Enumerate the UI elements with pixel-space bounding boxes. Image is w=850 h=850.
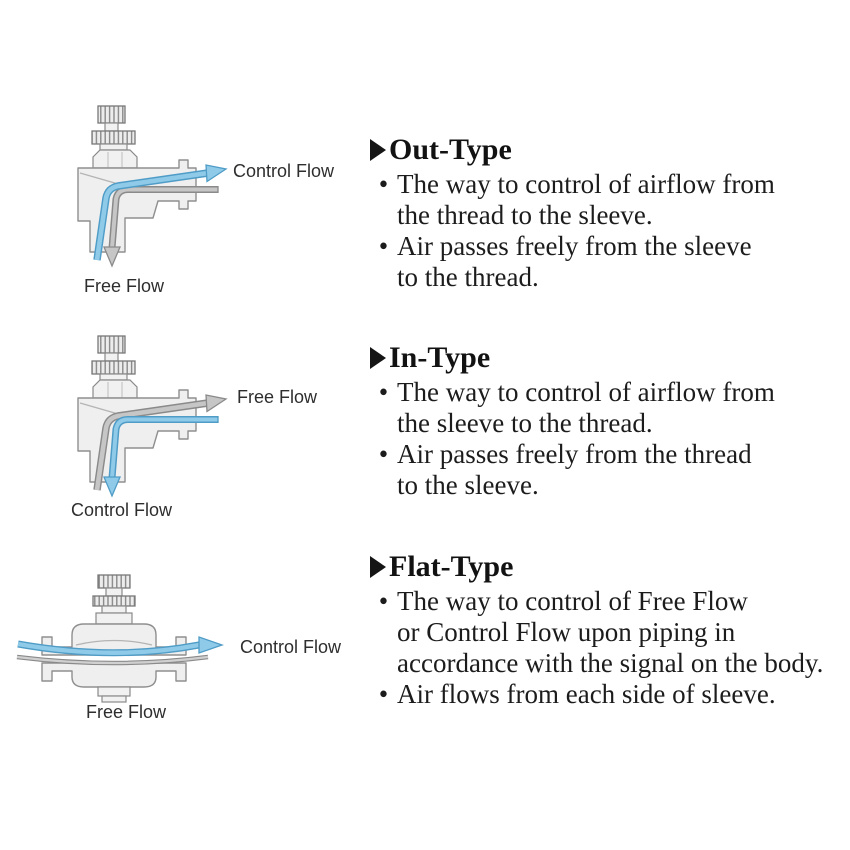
out-type-text bbox=[370, 132, 790, 293]
adjustment-knob-icon bbox=[98, 336, 125, 353]
ring-stem bbox=[100, 374, 127, 380]
free-flow-arrowhead-icon bbox=[206, 395, 226, 412]
bullet-line: or Control Flow upon piping in bbox=[397, 617, 736, 647]
free-flow-arrowhead-icon bbox=[104, 247, 120, 266]
free-flow-label: Free Flow bbox=[84, 276, 165, 296]
control-flow-arrowhead-icon bbox=[199, 637, 222, 653]
in-type-diagram bbox=[60, 328, 400, 538]
flat-type-text bbox=[370, 549, 824, 710]
valve-body-lower bbox=[42, 663, 186, 687]
out-type-heading bbox=[370, 132, 790, 168]
bullet-line: • The way to control of airflow from bbox=[378, 377, 775, 407]
flat-type-valve-drawing bbox=[10, 565, 235, 715]
bullet-line: to the sleeve. bbox=[397, 470, 539, 500]
hex-nut-icon bbox=[93, 380, 137, 398]
bullet-line: • The way to control of Free Flow bbox=[378, 586, 748, 616]
flat-type-heading bbox=[370, 549, 790, 585]
knob-stem bbox=[105, 353, 118, 361]
lock-ring-icon bbox=[92, 361, 135, 374]
out-type-bullets bbox=[370, 169, 790, 293]
section-marker-icon bbox=[370, 347, 386, 369]
heading-label: Flat-Type bbox=[389, 550, 514, 583]
free-flow-label: Free Flow bbox=[237, 387, 318, 407]
in-type-bullets bbox=[370, 377, 790, 501]
control-flow-arrowhead-icon bbox=[104, 477, 120, 496]
bottom-stem bbox=[98, 687, 130, 696]
heading-label: Out-Type bbox=[389, 133, 512, 166]
adjustment-knob-icon bbox=[98, 575, 130, 588]
section-marker-icon bbox=[370, 139, 386, 161]
out-type-diagram bbox=[60, 98, 400, 308]
bullet-line: • Air passes freely from the thread bbox=[378, 439, 752, 469]
bullet-line: accordance with the signal on the body. bbox=[397, 648, 824, 678]
body-collar bbox=[96, 613, 132, 624]
lock-ring-icon bbox=[93, 596, 135, 606]
knob-stem bbox=[105, 123, 118, 131]
control-flow-label: Control Flow bbox=[233, 161, 335, 181]
hex-nut-icon bbox=[93, 150, 137, 168]
knob-stem bbox=[106, 588, 122, 596]
control-flow-arrowhead-icon bbox=[206, 165, 226, 182]
heading-label: In-Type bbox=[389, 341, 491, 374]
free-flow-label: Free Flow bbox=[86, 702, 167, 722]
control-flow-label: Control Flow bbox=[71, 500, 173, 520]
flat-type-diagram bbox=[10, 565, 355, 730]
out-type-valve-drawing bbox=[60, 98, 235, 273]
bullet-line: • The way to control of airflow from bbox=[378, 169, 775, 199]
bullet-line: the sleeve to the thread. bbox=[397, 408, 653, 438]
flat-type-bullets bbox=[370, 586, 824, 710]
ring-stem bbox=[100, 144, 127, 150]
in-type-text bbox=[370, 340, 790, 501]
in-type-heading bbox=[370, 340, 790, 376]
ring-stem bbox=[102, 606, 126, 613]
control-flow-label: Control Flow bbox=[240, 637, 342, 657]
in-type-valve-drawing bbox=[60, 328, 235, 503]
bullet-line: the thread to the sleeve. bbox=[397, 200, 653, 230]
lock-ring-icon bbox=[92, 131, 135, 144]
adjustment-knob-icon bbox=[98, 106, 125, 123]
bullet-line: • Air flows from each side of sleeve. bbox=[378, 679, 776, 709]
bullet-line: to the thread. bbox=[397, 262, 539, 292]
section-marker-icon bbox=[370, 556, 386, 578]
bullet-line: • Air passes freely from the sleeve bbox=[378, 231, 752, 261]
